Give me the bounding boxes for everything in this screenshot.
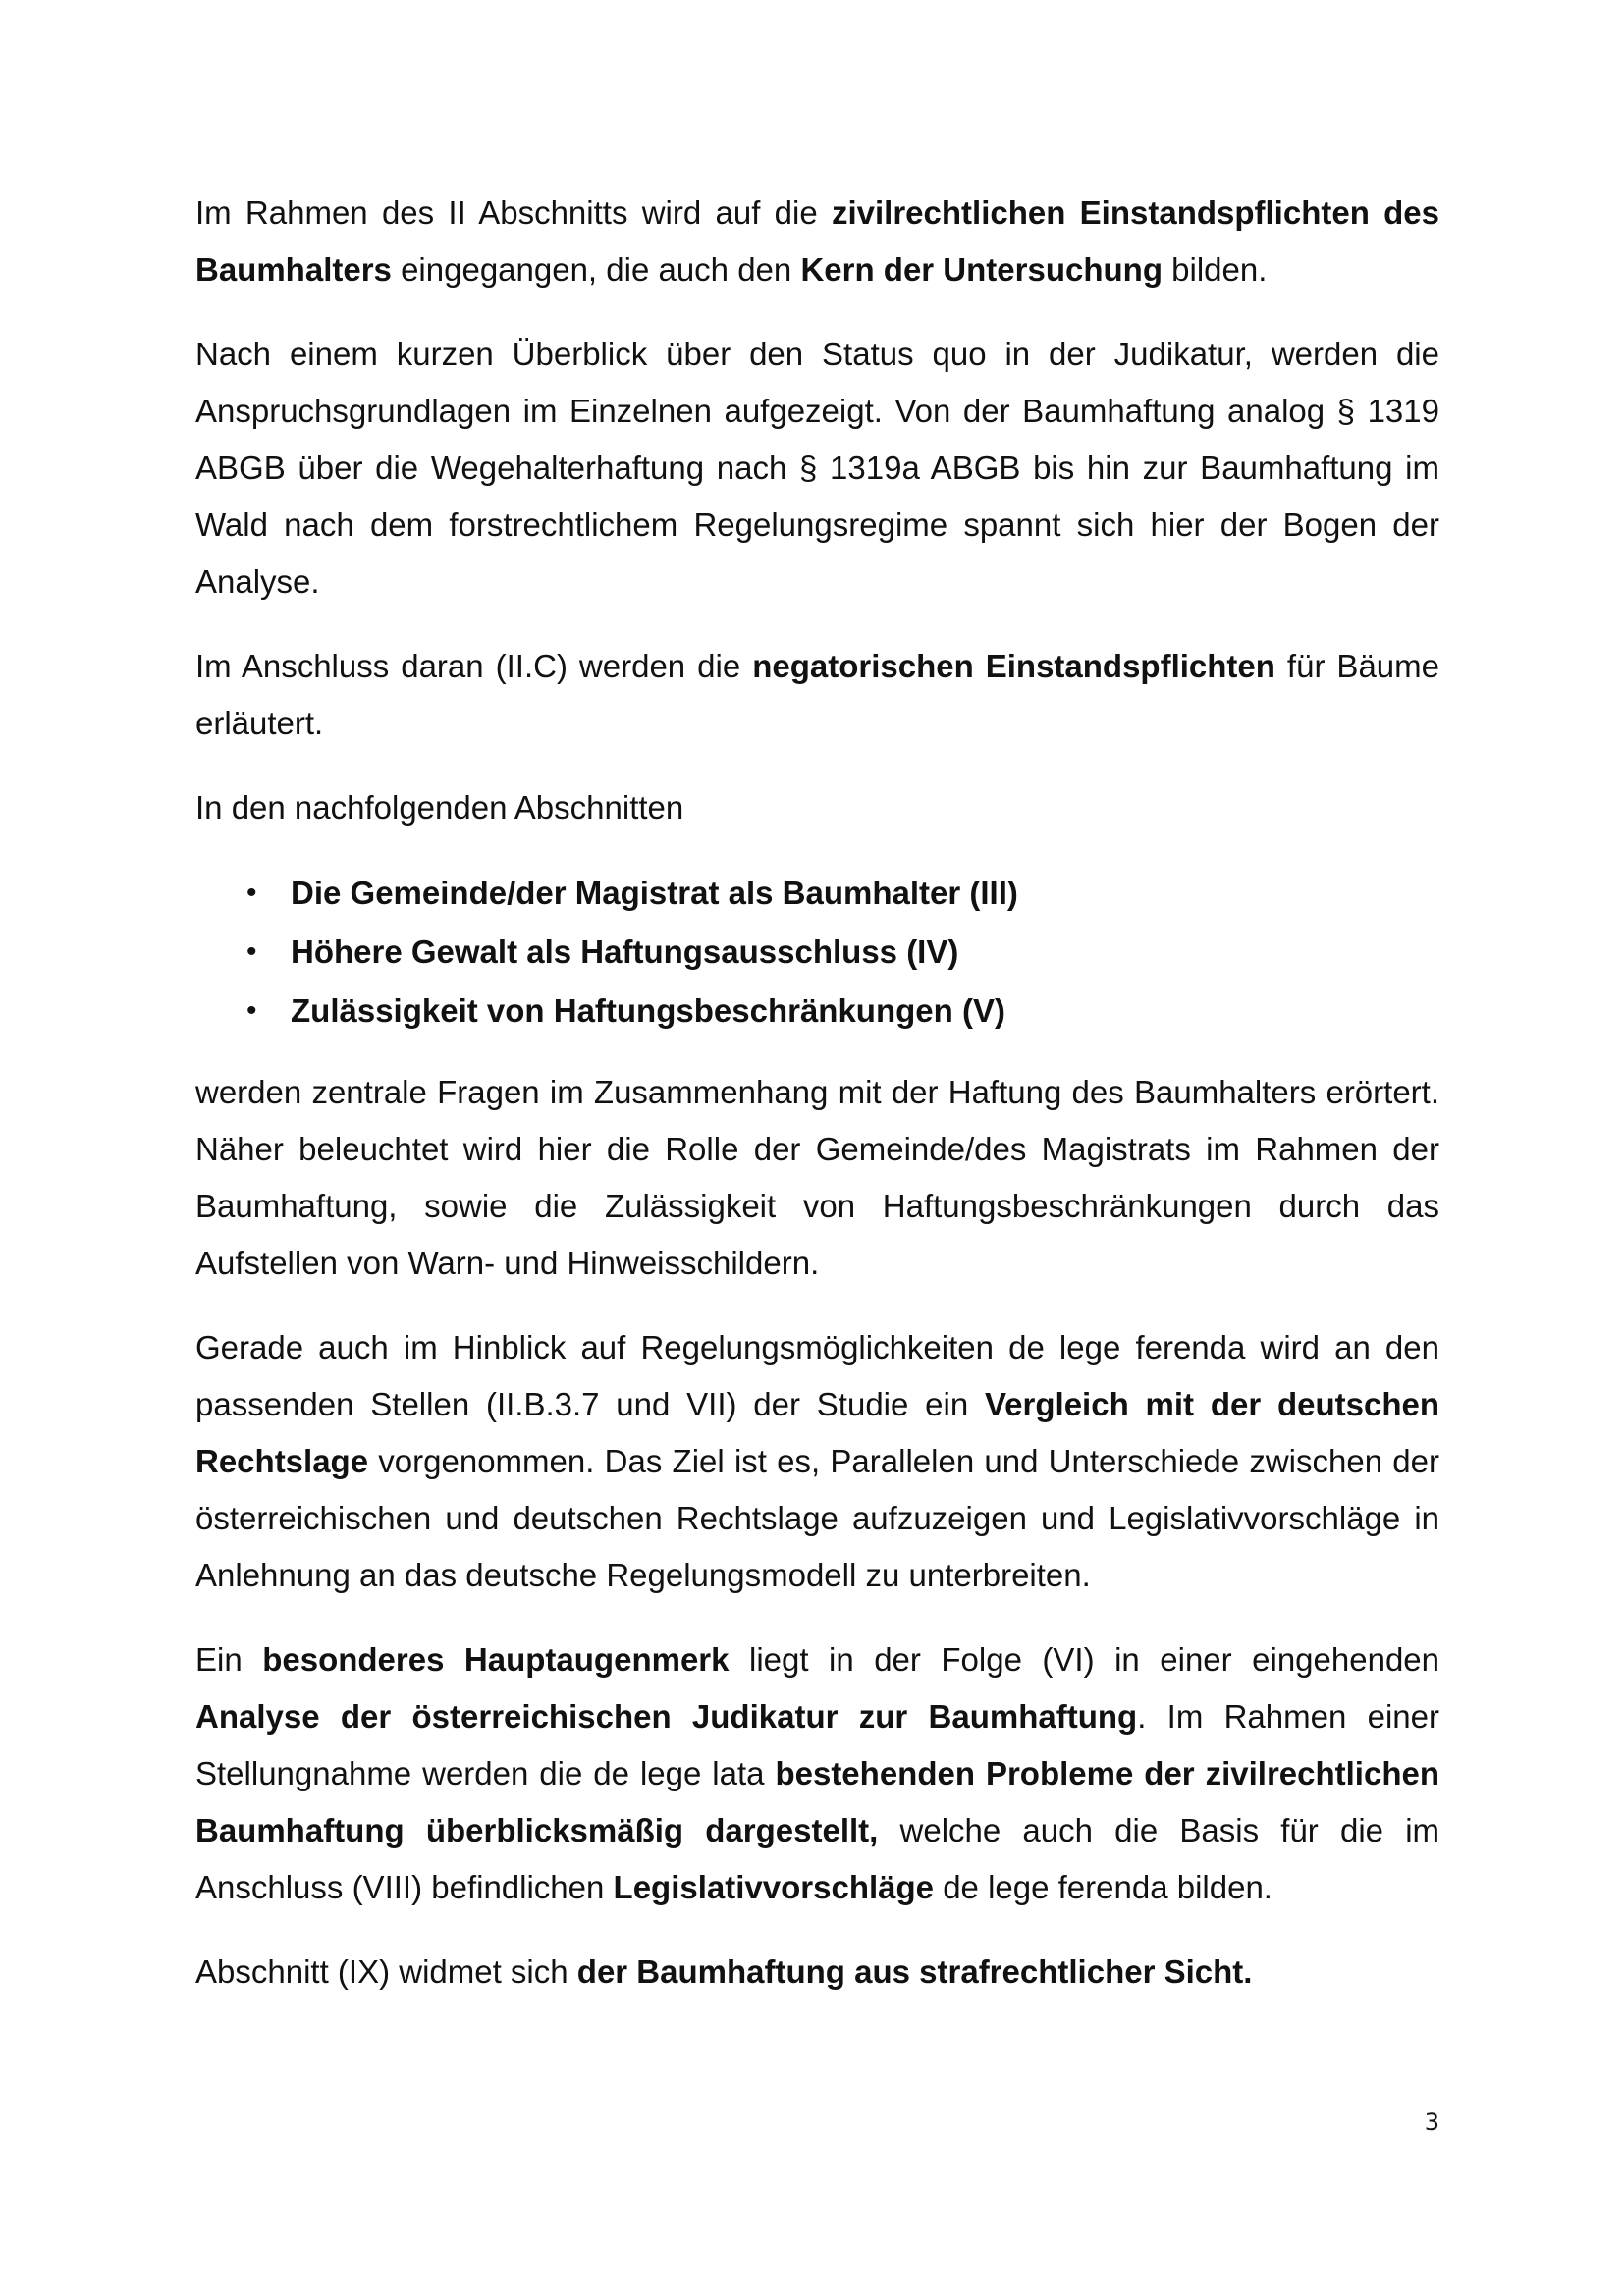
paragraph bbox=[195, 1319, 1439, 1604]
bullet-icon: • bbox=[246, 994, 257, 1027]
bullet-text: Höhere Gewalt als Haftungsausschluss (IV) bbox=[291, 934, 959, 970]
paragraphs-before-list bbox=[195, 185, 1439, 836]
bullet-text: Zulässigkeit von Haftungsbeschränkungen (V) bbox=[291, 992, 1005, 1029]
bold-text: negatorischen Einstandspflichten bbox=[752, 648, 1275, 684]
paragraph bbox=[195, 1631, 1439, 1916]
paragraph bbox=[195, 1064, 1439, 1292]
bullet-item bbox=[195, 864, 1439, 923]
document-body bbox=[195, 185, 1439, 2028]
bold-text: der Baumhaftung aus strafrechtlicher Sicht. bbox=[576, 1953, 1253, 1990]
text: eingegangen, die auch den bbox=[391, 251, 801, 288]
bullet-item bbox=[195, 923, 1439, 982]
bold-text: zivilrechtlichen Einstandspflichten des Baumhalters bbox=[195, 194, 1439, 288]
text: Nach einem kurzen Überblick über den Status quo in der Judikatur, werden die Anspruchsgrundlagen im Einzelnen aufgezeigt. Von der Baumhaftung analog § 1319 ABGB über die Wegehalterhaftung nach § 1319a ABGB bis hin zur Baumhaftung im Wald nach dem forstrechtlichem Regelungsregime spannt sich hier der Bogen der Analyse. bbox=[195, 336, 1439, 600]
paragraph bbox=[195, 779, 1439, 836]
text: de lege ferenda bilden. bbox=[934, 1869, 1272, 1905]
bullet-text: Die Gemeinde/der Magistrat als Baumhalter (III) bbox=[291, 875, 1018, 911]
bullet-icon: • bbox=[246, 877, 257, 909]
text: Im Anschluss daran (II.C) werden die bbox=[195, 648, 753, 684]
bold-text: Kern der Untersuchung bbox=[800, 251, 1163, 288]
text: bilden. bbox=[1162, 251, 1268, 288]
bold-text: Legislativvorschläge bbox=[613, 1869, 935, 1905]
paragraph bbox=[195, 185, 1439, 298]
text: für Bäume erläutert. bbox=[195, 648, 1439, 741]
text: In den nachfolgenden Abschnitten bbox=[195, 789, 684, 826]
bold-text: Vergleich mit der deutschen Rechtslage bbox=[195, 1386, 1439, 1479]
bullet-list bbox=[195, 864, 1439, 1041]
bullet-item bbox=[195, 982, 1439, 1041]
text: werden zentrale Fragen im Zusammenhang mit der Haftung des Baumhalters erörtert. Näher beleuchtet wird hier die Rolle der Gemeinde/des Magistrats im Rahmen der Baumhaftung, sowie die Zulässigkeit von Haftungsbeschränkungen durch das Aufstellen von Warn- und Hinweisschildern. bbox=[195, 1074, 1439, 1281]
paragraph bbox=[195, 326, 1439, 611]
page-number: 3 bbox=[1424, 2109, 1439, 2136]
text: . Im Rahmen einer Stellungnahme werden die de lege lata bbox=[195, 1698, 1440, 1791]
bold-text: Analyse der österreichischen Judikatur zur Baumhaftung bbox=[195, 1698, 1138, 1735]
text: liegt in der Folge (VI) in einer eingehenden bbox=[729, 1641, 1439, 1678]
paragraphs-after-list bbox=[195, 1064, 1439, 2001]
text: Gerade auch im Hinblick auf Regelungsmöglichkeiten de lege ferenda wird an den passenden Stellen (II.B.3.7 und VII) der Studie ein bbox=[195, 1329, 1439, 1422]
text: Abschnitt (IX) widmet sich bbox=[195, 1953, 577, 1990]
bold-text: bestehenden Probleme der zivilrechtlichen Baumhaftung überblicksmäßig dargestellt, bbox=[195, 1755, 1440, 1848]
paragraph bbox=[195, 1944, 1439, 2001]
bullet-icon: • bbox=[246, 935, 257, 968]
paragraph bbox=[195, 638, 1439, 752]
text: Ein bbox=[195, 1641, 263, 1678]
bold-text: besonderes Hauptaugenmerk bbox=[262, 1641, 730, 1678]
text: vorgenommen. Das Ziel ist es, Parallelen und Unterschiede zwischen der österreichischen und deutschen Rechtslage aufzuzeigen und Legislativvorschläge in Anlehnung an das deutsche Regelungsmodell zu unterbreiten. bbox=[195, 1443, 1439, 1593]
text: Im Rahmen des II Abschnitts wird auf die bbox=[195, 194, 832, 231]
text: welche auch die Basis für die im Anschluss (VIII) befindlichen bbox=[195, 1812, 1440, 1905]
